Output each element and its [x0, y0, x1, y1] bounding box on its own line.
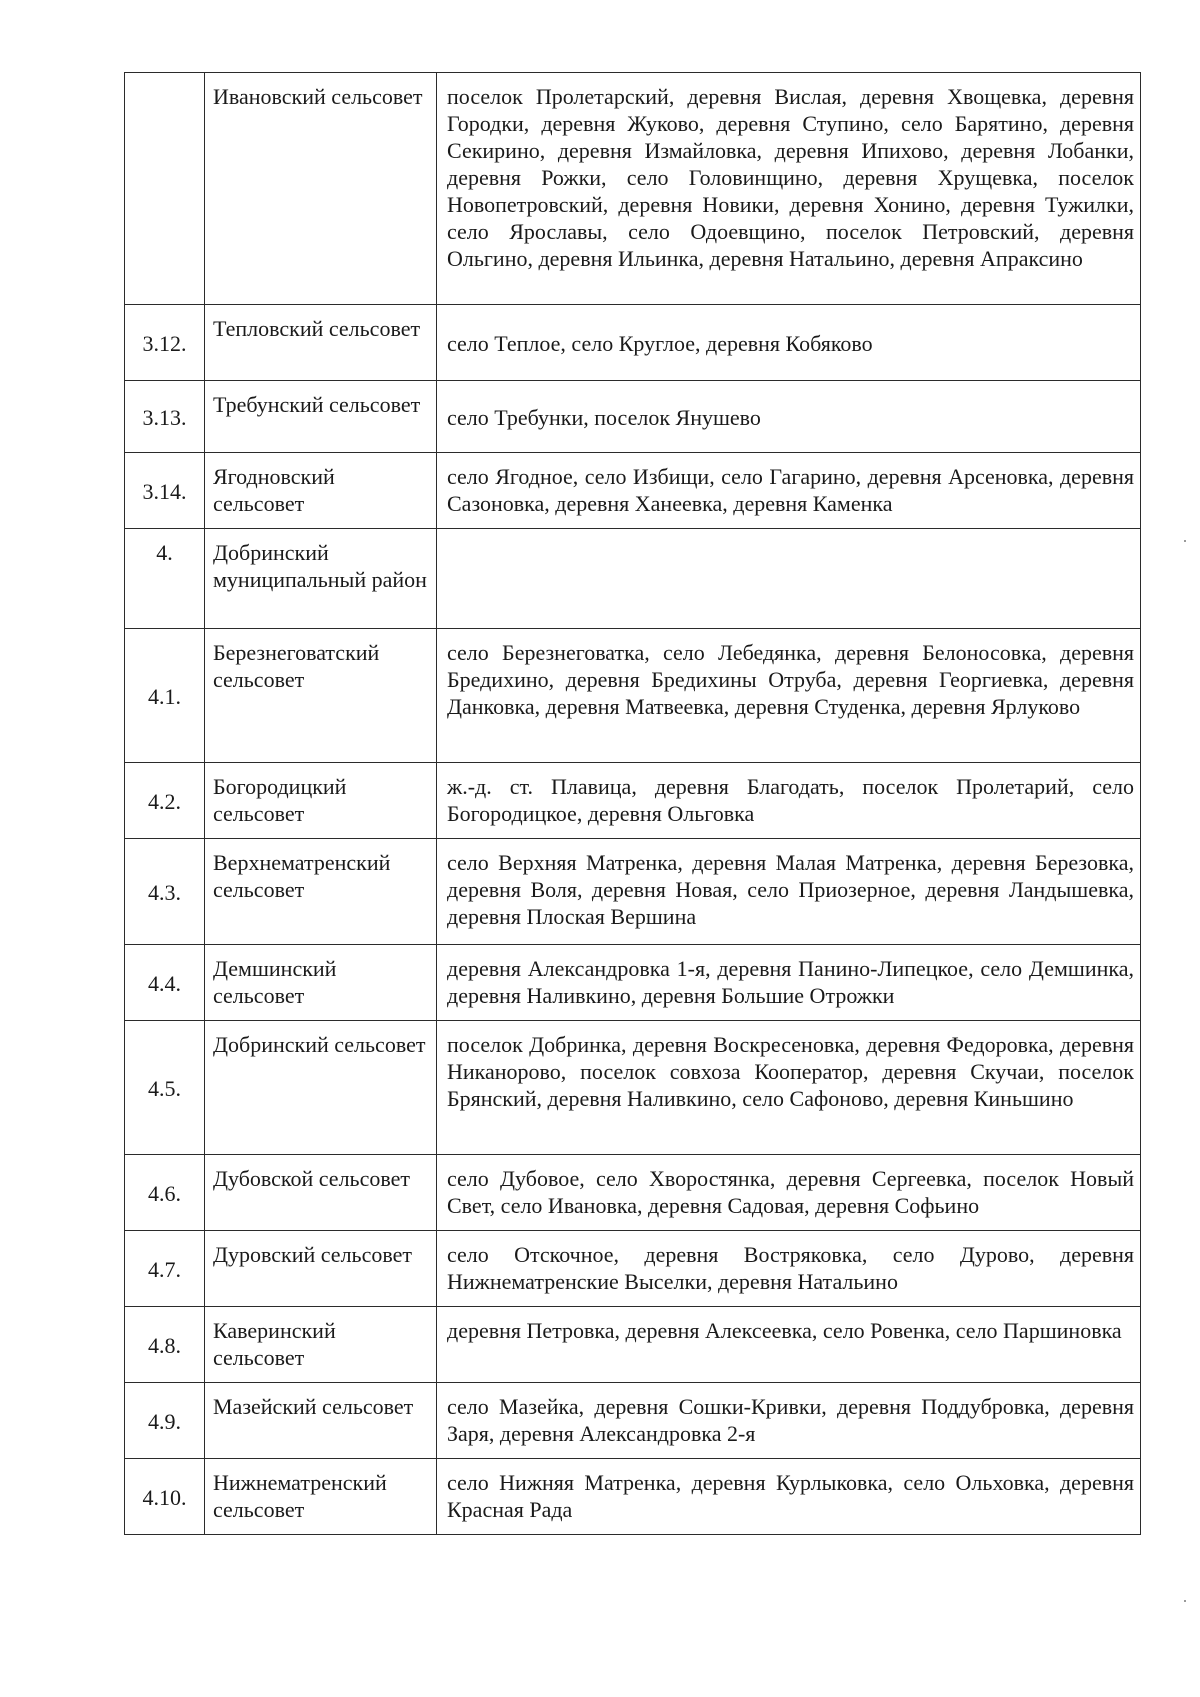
municipality-name: Ягодновский сельсовет [205, 453, 437, 529]
row-number: 4.10. [125, 1459, 205, 1535]
table-row [125, 381, 1141, 453]
table-row [125, 1231, 1141, 1307]
municipality-name: Каверинский сельсовет [205, 1307, 437, 1383]
scan-speck [1184, 540, 1186, 542]
table-row [125, 629, 1141, 763]
municipality-name: Нижнематренский сельсовет [205, 1459, 437, 1535]
municipality-name: Богородицкий сельсовет [205, 763, 437, 839]
table-row [125, 529, 1141, 629]
row-number: 4.7. [125, 1231, 205, 1307]
municipality-name: Демшинский сельсовет [205, 945, 437, 1021]
row-number: 4.1. [125, 629, 205, 763]
table-row [125, 453, 1141, 529]
settlements-list: поселок Добринка, деревня Воскресеновка, деревня Федоровка, деревня Никанорово, поселок совхоза Кооператор, деревня Скучаи, поселок Брянский, деревня Наливкино, село Сафоново, деревня Киньшино [437, 1021, 1141, 1155]
row-number: 3.14. [125, 453, 205, 529]
table-row [125, 1383, 1141, 1459]
settlements-list: село Дубовое, село Хворостянка, деревня Сергеевка, поселок Новый Свет, село Ивановка, деревня Садовая, деревня Софьино [437, 1155, 1141, 1231]
settlements-list: село Требунки, поселок Янушево [437, 381, 1141, 453]
municipality-name: Добринский муниципальный район [205, 529, 437, 629]
municipality-name: Тепловский сельсовет [205, 305, 437, 381]
row-number: 4.3. [125, 839, 205, 945]
row-number: 4.4. [125, 945, 205, 1021]
municipality-name: Мазейский сельсовет [205, 1383, 437, 1459]
municipality-name: Березнеговатский сельсовет [205, 629, 437, 763]
settlements-list: село Отскочное, деревня Востряковка, село Дурово, деревня Нижнематренские Выселки, деревня Натальино [437, 1231, 1141, 1307]
municipality-name: Дубовской сельсовет [205, 1155, 437, 1231]
settlements-list: село Березнеговатка, село Лебедянка, деревня Белоносовка, деревня Бредихино, деревня Бредихины Отруба, деревня Георгиевка, деревня Данковка, деревня Матвеевка, деревня Студенка, деревня Ярлуково [437, 629, 1141, 763]
settlements-list: село Теплое, село Круглое, деревня Кобяково [437, 305, 1141, 381]
settlements-list: село Ягодное, село Избищи, село Гагарино, деревня Арсеновка, деревня Сазоновка, деревня Ханеевка, деревня Каменка [437, 453, 1141, 529]
settlements-list: ж.-д. ст. Плавица, деревня Благодать, поселок Пролетарий, село Богородицкое, деревня Ольговка [437, 763, 1141, 839]
table-row [125, 1021, 1141, 1155]
row-number: 4.6. [125, 1155, 205, 1231]
settlements-list: деревня Петровка, деревня Алексеевка, село Ровенка, село Паршиновка [437, 1307, 1141, 1383]
document-page [124, 72, 1140, 1535]
row-number: 3.13. [125, 381, 205, 453]
settlements-table [124, 72, 1141, 1535]
row-number: 4.8. [125, 1307, 205, 1383]
table-row [125, 839, 1141, 945]
settlements-list: село Верхняя Матренка, деревня Малая Матренка, деревня Березовка, деревня Воля, деревня Новая, село Приозерное, деревня Ландышевка, деревня Плоская Вершина [437, 839, 1141, 945]
municipality-name: Ивановский сельсовет [205, 73, 437, 305]
row-number [125, 73, 205, 305]
row-number: 4.5. [125, 1021, 205, 1155]
row-number: 4. [125, 529, 205, 629]
table-row [125, 73, 1141, 305]
table-row [125, 1307, 1141, 1383]
municipality-name: Требунский сельсовет [205, 381, 437, 453]
row-number: 3.12. [125, 305, 205, 381]
scan-speck [1184, 1600, 1186, 1602]
table-row [125, 763, 1141, 839]
row-number: 4.9. [125, 1383, 205, 1459]
table-row [125, 1459, 1141, 1535]
municipality-name: Верхнематренский сельсовет [205, 839, 437, 945]
settlements-list [437, 529, 1141, 629]
municipality-name: Дуровский сельсовет [205, 1231, 437, 1307]
municipality-name: Добринский сельсовет [205, 1021, 437, 1155]
table-row [125, 305, 1141, 381]
settlements-list: село Мазейка, деревня Сошки-Кривки, деревня Поддубровка, деревня Заря, деревня Александровка 2-я [437, 1383, 1141, 1459]
settlements-list: село Нижняя Матренка, деревня Курлыковка, село Ольховка, деревня Красная Рада [437, 1459, 1141, 1535]
table-row [125, 945, 1141, 1021]
settlements-list: поселок Пролетарский, деревня Вислая, деревня Хвощевка, деревня Городки, деревня Жуково, деревня Ступино, село Барятино, деревня Секирино, деревня Измайловка, деревня Ипихово, деревня Лобанки, деревня Рожки, село Головинщино, деревня Хрущевка, поселок Новопетровский, деревня Новики, деревня Хонино, деревня Тужилки, село Ярославы, село Одоевщино, поселок Петровский, деревня Ольгино, деревня Ильинка, деревня Натальино, деревня Апраксино [437, 73, 1141, 305]
row-number: 4.2. [125, 763, 205, 839]
table-row [125, 1155, 1141, 1231]
settlements-list: деревня Александровка 1-я, деревня Панино-Липецкое, село Демшинка, деревня Наливкино, деревня Большие Отрожки [437, 945, 1141, 1021]
